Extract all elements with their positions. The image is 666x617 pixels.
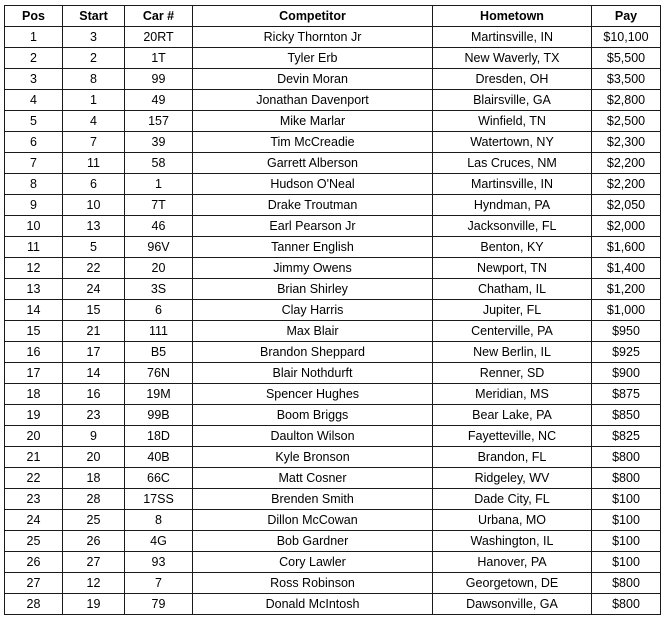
header-pos: Pos	[5, 6, 63, 27]
table-row	[5, 363, 661, 384]
cell-competitor: Garrett Alberson	[193, 153, 433, 174]
cell-start: 18	[63, 468, 125, 489]
cell-start: 5	[63, 237, 125, 258]
cell-pos: 23	[5, 489, 63, 510]
cell-pay: $1,000	[592, 300, 661, 321]
cell-hometown: Martinsville, IN	[433, 27, 592, 48]
cell-competitor: Earl Pearson Jr	[193, 216, 433, 237]
cell-hometown: Winfield, TN	[433, 111, 592, 132]
cell-car-number: 18D	[125, 426, 193, 447]
cell-pos: 11	[5, 237, 63, 258]
cell-start: 4	[63, 111, 125, 132]
cell-pay: $2,200	[592, 174, 661, 195]
cell-car-number: 20RT	[125, 27, 193, 48]
cell-car-number: 49	[125, 90, 193, 111]
cell-pay: $2,800	[592, 90, 661, 111]
cell-pay: $1,400	[592, 258, 661, 279]
cell-start: 22	[63, 258, 125, 279]
cell-start: 26	[63, 531, 125, 552]
table-row	[5, 573, 661, 594]
cell-start: 14	[63, 363, 125, 384]
cell-pos: 14	[5, 300, 63, 321]
cell-start: 24	[63, 279, 125, 300]
cell-competitor: Brian Shirley	[193, 279, 433, 300]
cell-pos: 2	[5, 48, 63, 69]
cell-pay: $100	[592, 510, 661, 531]
cell-competitor: Matt Cosner	[193, 468, 433, 489]
cell-competitor: Clay Harris	[193, 300, 433, 321]
cell-pos: 25	[5, 531, 63, 552]
cell-hometown: Jupiter, FL	[433, 300, 592, 321]
cell-car-number: 79	[125, 594, 193, 615]
cell-hometown: Urbana, MO	[433, 510, 592, 531]
cell-car-number: 3S	[125, 279, 193, 300]
cell-pos: 1	[5, 27, 63, 48]
cell-car-number: 4G	[125, 531, 193, 552]
cell-hometown: Chatham, IL	[433, 279, 592, 300]
table-row	[5, 48, 661, 69]
cell-competitor: Tanner English	[193, 237, 433, 258]
cell-competitor: Jonathan Davenport	[193, 90, 433, 111]
cell-start: 20	[63, 447, 125, 468]
cell-competitor: Boom Briggs	[193, 405, 433, 426]
cell-pos: 17	[5, 363, 63, 384]
table-row	[5, 510, 661, 531]
cell-pos: 13	[5, 279, 63, 300]
cell-pay: $2,000	[592, 216, 661, 237]
cell-start: 21	[63, 321, 125, 342]
cell-car-number: 40B	[125, 447, 193, 468]
cell-competitor: Bob Gardner	[193, 531, 433, 552]
header-car-number: Car #	[125, 6, 193, 27]
cell-car-number: 8	[125, 510, 193, 531]
cell-car-number: 1	[125, 174, 193, 195]
cell-car-number: 58	[125, 153, 193, 174]
cell-car-number: 46	[125, 216, 193, 237]
table-row	[5, 300, 661, 321]
cell-pos: 24	[5, 510, 63, 531]
cell-start: 9	[63, 426, 125, 447]
cell-competitor: Jimmy Owens	[193, 258, 433, 279]
cell-competitor: Drake Troutman	[193, 195, 433, 216]
table-row	[5, 426, 661, 447]
header-pay: Pay	[592, 6, 661, 27]
cell-hometown: Renner, SD	[433, 363, 592, 384]
table-row	[5, 468, 661, 489]
cell-hometown: Hanover, PA	[433, 552, 592, 573]
cell-competitor: Brandon Sheppard	[193, 342, 433, 363]
cell-pay: $5,500	[592, 48, 661, 69]
cell-pos: 10	[5, 216, 63, 237]
cell-competitor: Ricky Thornton Jr	[193, 27, 433, 48]
header-hometown: Hometown	[433, 6, 592, 27]
cell-pay: $3,500	[592, 69, 661, 90]
cell-competitor: Donald McIntosh	[193, 594, 433, 615]
cell-start: 15	[63, 300, 125, 321]
cell-pay: $875	[592, 384, 661, 405]
cell-pay: $825	[592, 426, 661, 447]
cell-hometown: Newport, TN	[433, 258, 592, 279]
cell-start: 25	[63, 510, 125, 531]
header-row	[5, 6, 661, 27]
cell-pay: $100	[592, 552, 661, 573]
cell-pay: $800	[592, 447, 661, 468]
table-row	[5, 321, 661, 342]
cell-car-number: 157	[125, 111, 193, 132]
cell-hometown: Jacksonville, FL	[433, 216, 592, 237]
cell-pos: 26	[5, 552, 63, 573]
cell-hometown: Brandon, FL	[433, 447, 592, 468]
header-competitor: Competitor	[193, 6, 433, 27]
table-row	[5, 531, 661, 552]
table-row	[5, 174, 661, 195]
cell-pos: 22	[5, 468, 63, 489]
cell-hometown: New Berlin, IL	[433, 342, 592, 363]
cell-car-number: 7T	[125, 195, 193, 216]
cell-hometown: Blairsville, GA	[433, 90, 592, 111]
cell-car-number: 96V	[125, 237, 193, 258]
cell-pos: 4	[5, 90, 63, 111]
table-row	[5, 69, 661, 90]
header-start: Start	[63, 6, 125, 27]
cell-competitor: Brenden Smith	[193, 489, 433, 510]
cell-hometown: Martinsville, IN	[433, 174, 592, 195]
table-row	[5, 447, 661, 468]
cell-car-number: 76N	[125, 363, 193, 384]
cell-competitor: Max Blair	[193, 321, 433, 342]
cell-pay: $800	[592, 594, 661, 615]
cell-pay: $850	[592, 405, 661, 426]
cell-pos: 16	[5, 342, 63, 363]
cell-car-number: 1T	[125, 48, 193, 69]
cell-start: 3	[63, 27, 125, 48]
table-row	[5, 27, 661, 48]
cell-start: 16	[63, 384, 125, 405]
cell-pos: 27	[5, 573, 63, 594]
table-header	[5, 6, 661, 27]
cell-hometown: Bear Lake, PA	[433, 405, 592, 426]
cell-car-number: 93	[125, 552, 193, 573]
cell-hometown: Georgetown, DE	[433, 573, 592, 594]
table-row	[5, 279, 661, 300]
cell-hometown: New Waverly, TX	[433, 48, 592, 69]
cell-pos: 28	[5, 594, 63, 615]
cell-pay: $800	[592, 573, 661, 594]
table-row	[5, 405, 661, 426]
cell-competitor: Dillon McCowan	[193, 510, 433, 531]
table-row	[5, 195, 661, 216]
cell-car-number: 20	[125, 258, 193, 279]
cell-car-number: 39	[125, 132, 193, 153]
cell-start: 28	[63, 489, 125, 510]
cell-hometown: Ridgeley, WV	[433, 468, 592, 489]
cell-pay: $100	[592, 531, 661, 552]
cell-start: 27	[63, 552, 125, 573]
cell-pay: $2,300	[592, 132, 661, 153]
cell-pos: 21	[5, 447, 63, 468]
cell-hometown: Dade City, FL	[433, 489, 592, 510]
cell-car-number: 7	[125, 573, 193, 594]
cell-car-number: 111	[125, 321, 193, 342]
table-row	[5, 552, 661, 573]
cell-hometown: Dresden, OH	[433, 69, 592, 90]
cell-pos: 12	[5, 258, 63, 279]
cell-competitor: Devin Moran	[193, 69, 433, 90]
table-row	[5, 153, 661, 174]
table-row	[5, 489, 661, 510]
cell-car-number: 99	[125, 69, 193, 90]
cell-pay: $1,600	[592, 237, 661, 258]
cell-pos: 15	[5, 321, 63, 342]
cell-pos: 3	[5, 69, 63, 90]
cell-start: 17	[63, 342, 125, 363]
cell-hometown: Watertown, NY	[433, 132, 592, 153]
cell-pay: $2,200	[592, 153, 661, 174]
cell-start: 11	[63, 153, 125, 174]
table-row	[5, 90, 661, 111]
cell-car-number: 19M	[125, 384, 193, 405]
cell-start: 1	[63, 90, 125, 111]
cell-competitor: Tyler Erb	[193, 48, 433, 69]
cell-start: 12	[63, 573, 125, 594]
cell-start: 2	[63, 48, 125, 69]
cell-competitor: Daulton Wilson	[193, 426, 433, 447]
cell-start: 10	[63, 195, 125, 216]
table-row	[5, 132, 661, 153]
cell-car-number: 17SS	[125, 489, 193, 510]
cell-competitor: Mike Marlar	[193, 111, 433, 132]
cell-pos: 20	[5, 426, 63, 447]
cell-pay: $10,100	[592, 27, 661, 48]
cell-car-number: 6	[125, 300, 193, 321]
table-row	[5, 258, 661, 279]
cell-car-number: B5	[125, 342, 193, 363]
cell-pay: $925	[592, 342, 661, 363]
cell-hometown: Centerville, PA	[433, 321, 592, 342]
cell-car-number: 99B	[125, 405, 193, 426]
table-row	[5, 384, 661, 405]
table-row	[5, 216, 661, 237]
cell-pos: 7	[5, 153, 63, 174]
results-table-container	[4, 5, 660, 615]
cell-pay: $2,500	[592, 111, 661, 132]
race-results-table	[4, 5, 661, 615]
cell-pos: 18	[5, 384, 63, 405]
cell-start: 8	[63, 69, 125, 90]
cell-pos: 6	[5, 132, 63, 153]
table-row	[5, 237, 661, 258]
cell-start: 23	[63, 405, 125, 426]
cell-competitor: Ross Robinson	[193, 573, 433, 594]
cell-start: 19	[63, 594, 125, 615]
cell-hometown: Fayetteville, NC	[433, 426, 592, 447]
table-body	[5, 27, 661, 615]
cell-pos: 5	[5, 111, 63, 132]
cell-competitor: Kyle Bronson	[193, 447, 433, 468]
cell-pos: 9	[5, 195, 63, 216]
cell-pos: 19	[5, 405, 63, 426]
cell-pay: $800	[592, 468, 661, 489]
cell-competitor: Cory Lawler	[193, 552, 433, 573]
cell-start: 6	[63, 174, 125, 195]
cell-car-number: 66C	[125, 468, 193, 489]
cell-competitor: Hudson O'Neal	[193, 174, 433, 195]
cell-pay: $1,200	[592, 279, 661, 300]
cell-competitor: Blair Nothdurft	[193, 363, 433, 384]
cell-pay: $2,050	[592, 195, 661, 216]
cell-start: 7	[63, 132, 125, 153]
cell-competitor: Spencer Hughes	[193, 384, 433, 405]
cell-competitor: Tim McCreadie	[193, 132, 433, 153]
cell-pay: $900	[592, 363, 661, 384]
cell-hometown: Las Cruces, NM	[433, 153, 592, 174]
cell-start: 13	[63, 216, 125, 237]
table-row	[5, 111, 661, 132]
cell-hometown: Washington, IL	[433, 531, 592, 552]
table-row	[5, 594, 661, 615]
cell-hometown: Benton, KY	[433, 237, 592, 258]
cell-pay: $100	[592, 489, 661, 510]
table-row	[5, 342, 661, 363]
cell-pay: $950	[592, 321, 661, 342]
cell-hometown: Hyndman, PA	[433, 195, 592, 216]
cell-pos: 8	[5, 174, 63, 195]
cell-hometown: Meridian, MS	[433, 384, 592, 405]
cell-hometown: Dawsonville, GA	[433, 594, 592, 615]
